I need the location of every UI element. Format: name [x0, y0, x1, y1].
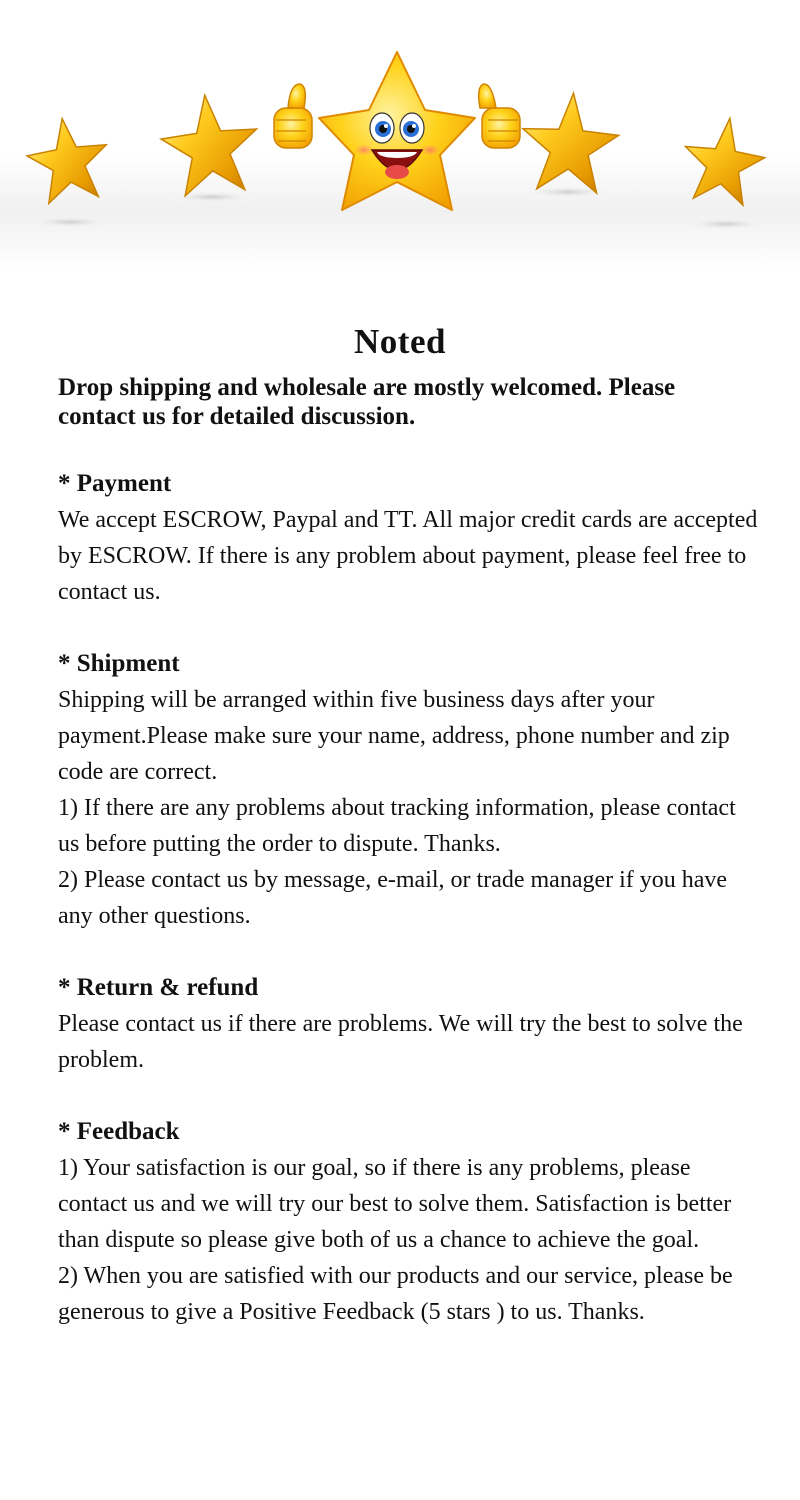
section-heading: * Payment: [58, 470, 172, 497]
section-paragraph: 2) Please contact us by message, e-mail, or trade manager if you have any other questions.: [58, 867, 728, 929]
star-icon: [157, 90, 263, 197]
section-paragraph: Please contact us if there are problems. We will try the best to solve the problem.: [58, 1011, 743, 1073]
smiley-star-icon: [319, 52, 475, 210]
section-paragraph: 1) Your satisfaction is our goal, so if there is any problems, please contact us and we will try our best to solve them. Satisfaction is better than dispute so please give both of us a chance to achieve the goal.: [58, 1155, 732, 1253]
section-paragraph: 2) When you are satisfied with our products and our service, please be generous to give a Positive Feedback (5 stars ) to us. Thanks.: [58, 1263, 733, 1325]
feedback-section: [58, 1114, 758, 1330]
stars-banner: [0, 0, 800, 270]
star-icon: [23, 113, 114, 205]
shipment-section: [58, 646, 758, 934]
page-title: Noted: [354, 322, 446, 361]
star-icon: [679, 113, 770, 207]
section-paragraph: Shipping will be arranged within five business days after your payment.Please make sure your name, address, phone number and zip code are correct.: [58, 687, 730, 785]
section-paragraph: We accept ESCROW, Paypal and TT. All major credit cards are accepted by ESCROW. If there is any problem about payment, please feel free to contact us.: [58, 507, 758, 605]
thumbs-up-right-icon: [479, 84, 520, 148]
notice-content: [58, 373, 758, 1366]
payment-section: [58, 466, 758, 610]
section-heading: * Feedback: [58, 1118, 180, 1145]
section-heading: * Return & refund: [58, 974, 259, 1001]
stars-banner-graphic: [0, 0, 800, 270]
star-icon: [519, 90, 622, 194]
intro-text: Drop shipping and wholesale are mostly welcomed. Please contact us for detailed discussion.: [58, 374, 676, 430]
section-paragraph: 1) If there are any problems about tracking information, please contact us before putting the order to dispute. Thanks.: [58, 795, 736, 857]
thumbs-up-left-icon: [274, 84, 312, 148]
section-heading: * Shipment: [58, 650, 180, 677]
return-refund-section: [58, 970, 758, 1078]
